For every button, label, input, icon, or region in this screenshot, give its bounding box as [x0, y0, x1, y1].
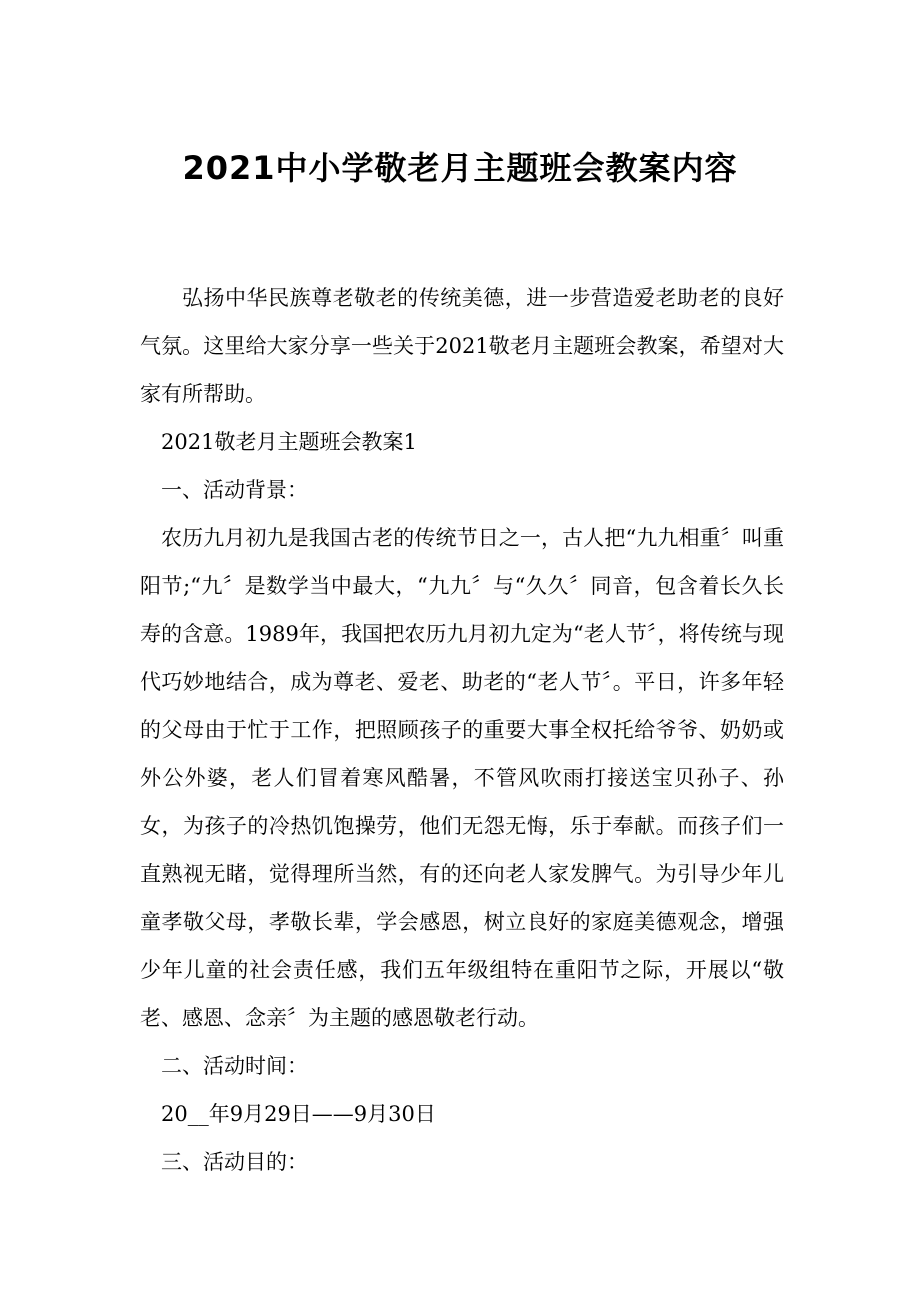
heading-activity-time: 二、活动时间： [161, 1054, 308, 1078]
document-title: 2021中小学敬老月主题班会教案内容 [182, 149, 738, 187]
document-body [140, 274, 784, 1186]
section-heading-lesson-1: 2021敬老月主题班会教案1 [161, 430, 417, 454]
background-paragraph: 农历九月初九是我国古老的传统节日之一，古人把“九九相重〞叫重阳节;“九〞是数学当中最大，“九九〞与“久久〞同音，包含着长久长寿的含意。1989年，我国把农历九月初九定为“老人节〞，将传统与现代巧妙地结合，成为尊老、爱老、助老的“老人节〞。平日，许多年轻的父母由于忙于工作，把照顾孩子的重要大事全权托给爷爷、奶奶或外公外婆，老人们冒着寒风酷暑，不管风吹雨打接送宝贝孙子、孙女，为孩子的冷热饥饱操劳，他们无怨无悔，乐于奉献。而孩子们一直熟视无睹，觉得理所当然，有的还向老人家发脾气。为引导少年儿童孝敬父母，孝敬长辈，学会感恩，树立良好的家庭美德观念，增强少年儿童的社会责任感，我们五年级组特在重阳节之际，开展以“敬老、感恩、念亲〞为主题的感恩敬老行动。 [140, 526, 784, 1030]
intro-paragraph: 弘扬中华民族尊老敬老的传统美德，进一步营造爱老助老的良好气氛。这里给大家分享一些关于2021敬老月主题班会教案，希望对大家有所帮助。 [140, 286, 784, 406]
heading-activity-purpose: 三、活动目的： [161, 1150, 308, 1174]
activity-time-value: 20__年9月29日——9月30日 [161, 1102, 436, 1126]
heading-activity-background: 一、活动背景： [161, 478, 308, 502]
